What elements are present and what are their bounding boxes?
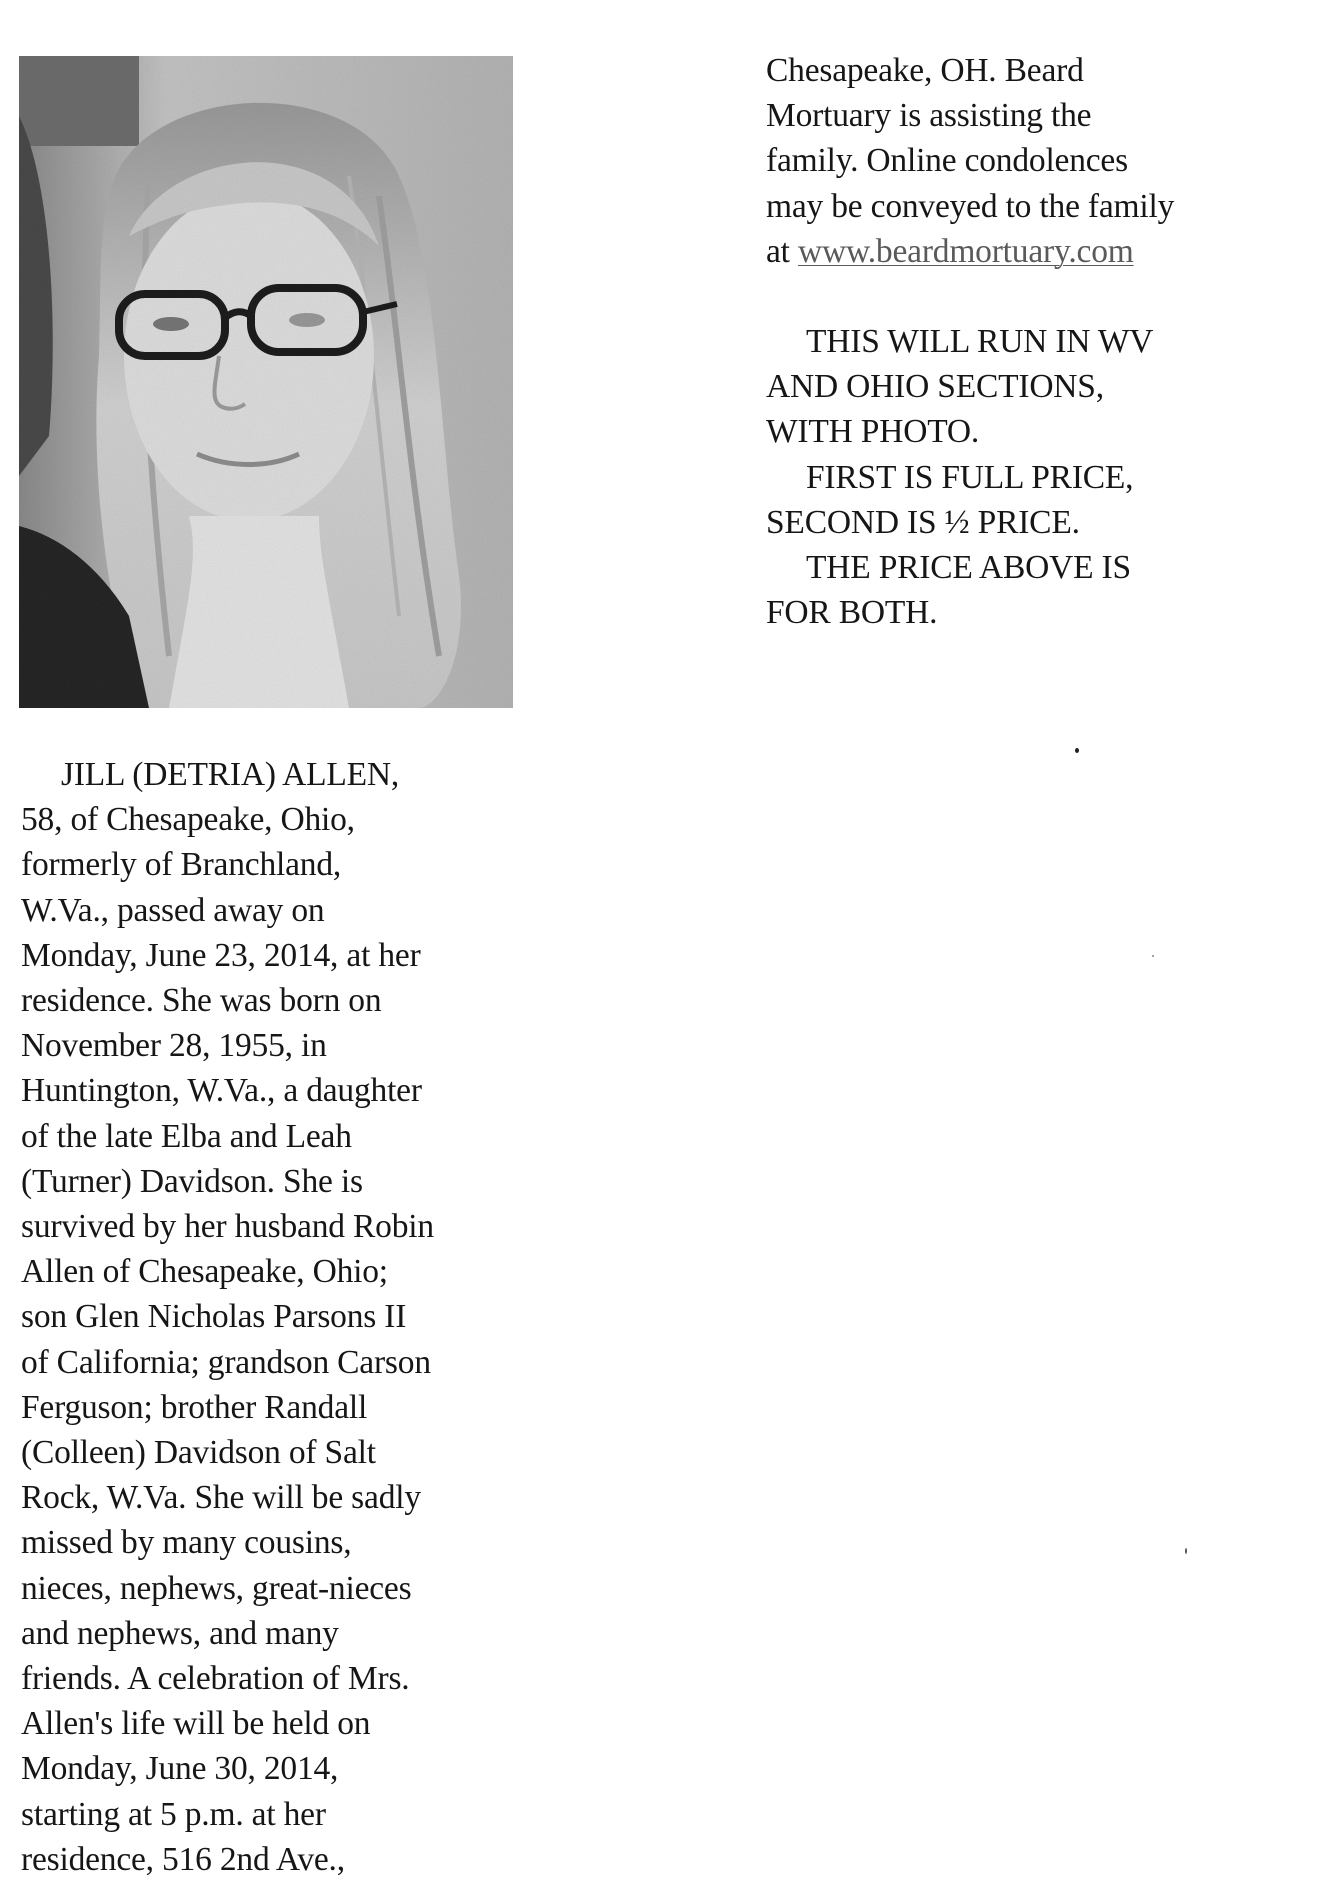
scan-speck [1152, 955, 1154, 957]
obituary-line: November 28, 1955, in [21, 1027, 327, 1065]
mortuary-website-link[interactable]: www.beardmortuary.com [797, 232, 1134, 270]
portrait-illustration [19, 56, 513, 708]
obituary-line: survived by her husband Robin [21, 1208, 434, 1246]
portrait-photo [19, 56, 513, 708]
obituary-line: W.Va., passed away on [21, 891, 325, 929]
section-gap [766, 274, 1286, 319]
obituary-line: of California; grandson Carson [21, 1343, 431, 1381]
note-line: SECOND IS ½ PRICE. [766, 503, 1080, 541]
obituary-line: Allen's life will be held on [21, 1705, 371, 1743]
condolence-line [766, 229, 1286, 274]
obituary-line: residence, 516 2nd Ave., [21, 1840, 345, 1878]
publishing-notes [766, 319, 1286, 635]
obituary-line: nieces, nephews, great-nieces [21, 1569, 412, 1607]
obituary-line: missed by many cousins, [21, 1524, 352, 1562]
obituary-line: (Turner) Davidson. She is [21, 1162, 363, 1200]
obituary-line: and nephews, and many [21, 1614, 339, 1652]
obituary-continued-line: family. Online condolences [766, 142, 1128, 180]
obituary-line: of the late Elba and Leah [21, 1117, 352, 1155]
obituary-line: Rock, W.Va. She will be sadly [21, 1479, 421, 1517]
note-line: THE PRICE ABOVE IS [806, 549, 1131, 587]
obituary-line: residence. She was born on [21, 982, 382, 1020]
obituary-continued-line: Chesapeake, OH. Beard [766, 52, 1084, 89]
obituary-line: (Colleen) Davidson of Salt [21, 1434, 376, 1472]
obituary-line: Allen of Chesapeake, Ohio; [21, 1253, 388, 1291]
obituary-line: Monday, June 23, 2014, at her [21, 936, 421, 974]
note-line: WITH PHOTO. [766, 413, 980, 451]
obituary-line: son Glen Nicholas Parsons II [21, 1298, 407, 1336]
obituary-line: friends. A celebration of Mrs. [21, 1660, 410, 1698]
note-line: FOR BOTH. [766, 594, 938, 632]
obituary-line: formerly of Branchland, [21, 846, 342, 884]
scan-speck [1185, 1548, 1187, 1554]
obituary-column [21, 752, 521, 1882]
obituary-line: Huntington, W.Va., a daughter [21, 1072, 422, 1110]
obituary-continued-line: Mortuary is assisting the [766, 97, 1092, 135]
obituary-line: starting at 5 p.m. at her [21, 1795, 326, 1833]
note-line: AND OHIO SECTIONS, [766, 368, 1104, 406]
obituary-line: Ferguson; brother Randall [21, 1388, 368, 1426]
note-line: THIS WILL RUN IN WV [806, 323, 1154, 361]
obituary-continued-line: may be conveyed to the family [766, 187, 1175, 225]
obituary-line: 58, of Chesapeake, Ohio, [21, 801, 355, 839]
obituary-line: Monday, June 30, 2014, [21, 1750, 339, 1788]
right-column [766, 48, 1286, 635]
link-prefix: at [766, 232, 798, 270]
scan-speck [1075, 748, 1079, 753]
note-line: FIRST IS FULL PRICE, [806, 458, 1134, 496]
obituary-line: JILL (DETRIA) ALLEN, [61, 756, 400, 793]
